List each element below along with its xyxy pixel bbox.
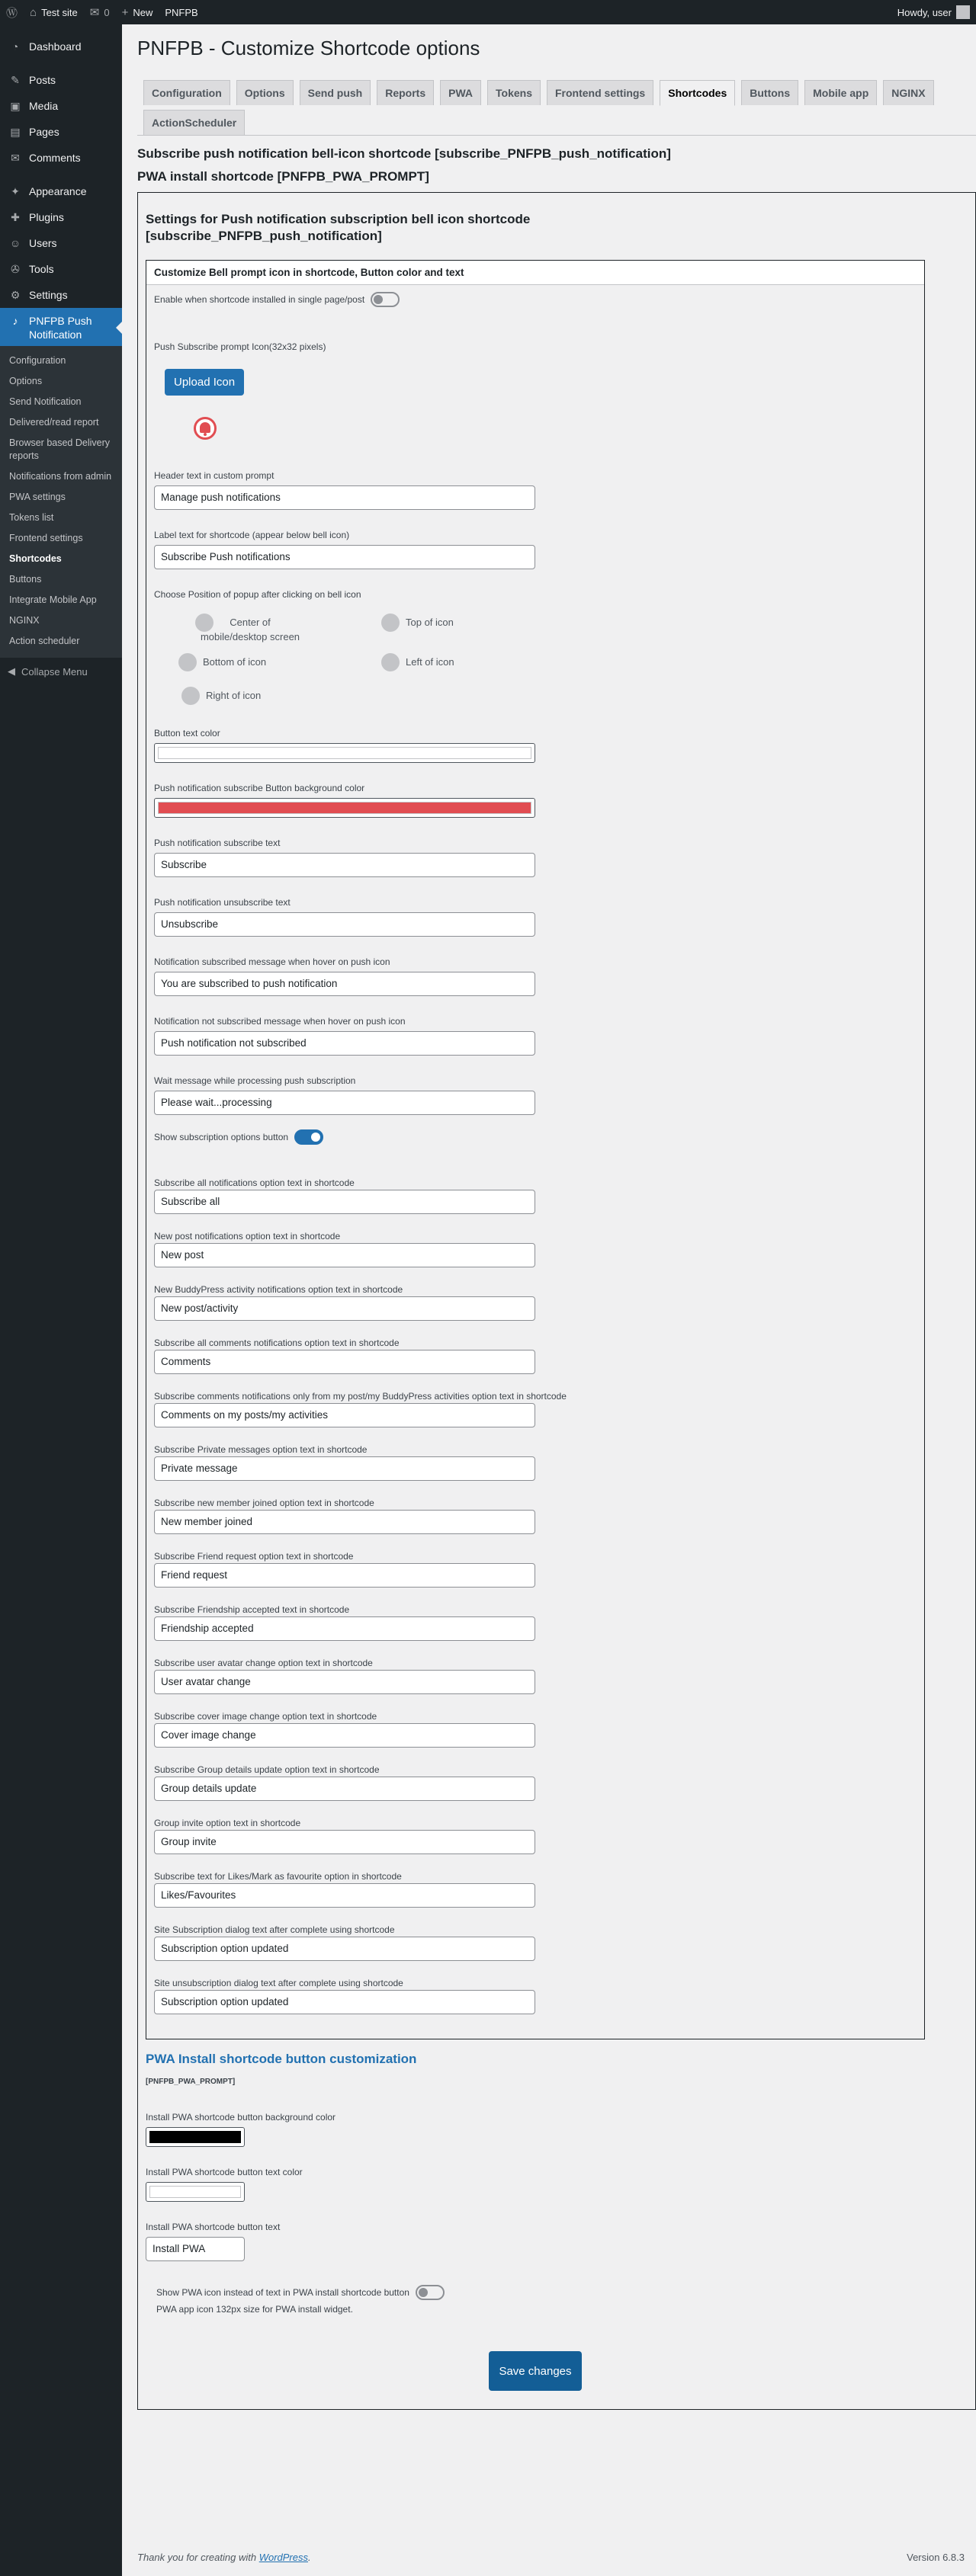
- option-text-input[interactable]: Private message: [154, 1456, 535, 1481]
- main-content: [137, 24, 976, 2410]
- option-label: Subscribe user avatar change option text in shortcode: [154, 1658, 373, 1668]
- option-field: [154, 1338, 917, 1374]
- option-text-input[interactable]: New member joined: [154, 1510, 535, 1534]
- bell-icon-preview: [194, 417, 217, 440]
- option-field: [154, 1444, 917, 1481]
- submenu-item[interactable]: Configuration: [9, 355, 66, 366]
- menu-media[interactable]: ▣ Media: [0, 93, 122, 119]
- upload-icon-button[interactable]: Upload Icon: [165, 369, 244, 396]
- avatar: [956, 5, 970, 19]
- submenu-item-current[interactable]: Shortcodes: [9, 553, 62, 564]
- option-label: Subscribe Friend request option text in shortcode: [154, 1551, 354, 1562]
- pwa-icon-note: PWA app icon 132px size for PWA install widget.: [156, 2304, 353, 2315]
- appearance-icon: ✦: [11, 184, 20, 197]
- settings-tabs: [137, 75, 976, 136]
- btn-text-color-label: Button text color: [154, 728, 220, 739]
- menu-comments[interactable]: ✉ Comments: [0, 145, 122, 171]
- tools-icon: ✇: [11, 262, 20, 275]
- wordpress-link[interactable]: WordPress: [258, 2552, 308, 2563]
- menu-users[interactable]: ☺ Users: [0, 230, 122, 256]
- settings-icon: ⚙: [10, 288, 21, 301]
- menu-settings[interactable]: ⚙ Settings: [0, 282, 122, 308]
- option-field: [154, 1711, 917, 1748]
- radio-dot[interactable]: [381, 653, 400, 671]
- option-label: Group invite option text in shortcode: [154, 1818, 301, 1828]
- option-label: Subscribe new member joined option text in shortcode: [154, 1498, 374, 1508]
- label-text-label: Label text for shortcode (appear below bell icon): [154, 530, 350, 540]
- label-text-input[interactable]: Subscribe Push notifications: [154, 545, 535, 569]
- option-label: Site unsubscription dialog text after complete using shortcode: [154, 1978, 403, 1988]
- option-label: Subscribe all notifications option text in shortcode: [154, 1177, 355, 1188]
- option-label: Subscribe text for Likes/Mark as favourite option in shortcode: [154, 1871, 402, 1882]
- media-icon: ▣: [10, 99, 21, 112]
- unsubscribe-text-label: Push notification unsubscribe text: [154, 897, 291, 908]
- submenu-item[interactable]: Browser based Delivery reports: [9, 437, 110, 461]
- account-menu[interactable]: Howdy, user: [897, 5, 976, 19]
- not-subscribed-msg-label: Notification not subscribed message when hover on push icon: [154, 1016, 406, 1027]
- unsubscribe-text-input[interactable]: Unsubscribe: [154, 912, 535, 937]
- subscribed-msg-input[interactable]: You are subscribed to push notification: [154, 972, 535, 996]
- subscribe-text-input[interactable]: Subscribe: [154, 853, 535, 877]
- radio-dot[interactable]: [381, 614, 400, 632]
- tab-options[interactable]: Options: [236, 80, 294, 105]
- enable-single-label: Enable when shortcode installed in single page/post: [154, 294, 365, 305]
- submenu-item[interactable]: Delivered/read report: [9, 417, 99, 428]
- option-field: [154, 1551, 917, 1588]
- option-field: [154, 1978, 917, 2014]
- option-field: [154, 1818, 917, 1854]
- radio-dot[interactable]: [181, 687, 200, 705]
- pwa-title: PWA Install shortcode button customization: [146, 2052, 417, 2066]
- tab-configuration[interactable]: Configuration: [143, 80, 230, 105]
- option-label: Subscribe cover image change option text in shortcode: [154, 1711, 377, 1722]
- option-label: Subscribe comments notifications only from my post/my BuddyPress activities option text in shortcode: [154, 1391, 567, 1402]
- submenu-item[interactable]: Tokens list: [9, 512, 54, 523]
- color-swatch: [158, 802, 531, 814]
- pwa-icon-toggle-label: Show PWA icon instead of text in PWA install shortcode button: [156, 2287, 409, 2298]
- menu-posts[interactable]: ✎ Posts: [0, 67, 122, 93]
- color-swatch: [149, 2131, 241, 2143]
- option-label: Subscribe Friendship accepted text in shortcode: [154, 1604, 350, 1615]
- users-icon: ☺: [9, 237, 21, 249]
- menu-tools[interactable]: ✇ Tools: [0, 256, 122, 282]
- wait-msg-label: Wait message while processing push subscription: [154, 1075, 356, 1086]
- option-field: [154, 1498, 917, 1534]
- wait-msg-input[interactable]: Please wait...processing: [154, 1091, 535, 1115]
- option-text-input[interactable]: New post/activity: [154, 1296, 535, 1321]
- menu-appearance[interactable]: ✦ Appearance: [0, 178, 122, 204]
- pwa-customization: [146, 2052, 968, 2391]
- save-changes-button[interactable]: Save changes: [489, 2351, 582, 2391]
- submenu-item[interactable]: PWA settings: [9, 492, 66, 502]
- icon-label: Push Subscribe prompt Icon(32x32 pixels): [154, 341, 326, 352]
- tab-buttons[interactable]: Buttons: [741, 80, 798, 105]
- pwa-btn-text-label: Install PWA shortcode button text: [146, 2222, 281, 2232]
- submenu-item[interactable]: Send Notification: [9, 396, 82, 407]
- admin-sidebar: [0, 24, 122, 2576]
- option-text-input[interactable]: Friend request: [154, 1563, 535, 1588]
- pwa-shortcode-heading: PWA install shortcode [PNFPB_PWA_PROMPT]: [137, 169, 429, 184]
- not-subscribed-msg-input[interactable]: Push notification not subscribed: [154, 1031, 535, 1056]
- option-text-input[interactable]: New post: [154, 1243, 535, 1267]
- option-label: Subscribe Private messages option text in shortcode: [154, 1444, 368, 1455]
- option-text-input[interactable]: Likes/Favourites: [154, 1883, 535, 1908]
- radio-dot[interactable]: [178, 653, 197, 671]
- option-text-input[interactable]: Comments: [154, 1350, 535, 1374]
- pnfpb-submenu: [0, 346, 122, 658]
- option-field: [154, 1604, 917, 1641]
- option-text-input[interactable]: Cover image change: [154, 1723, 535, 1748]
- option-text-input[interactable]: Comments on my posts/my activities: [154, 1403, 535, 1427]
- pwa-bg-color-picker[interactable]: [146, 2127, 245, 2147]
- tab-nginx[interactable]: NGINX: [883, 80, 933, 105]
- option-field: [154, 1924, 917, 1961]
- option-field: [154, 1764, 917, 1801]
- settings-title: Settings for Push notification subscription bell icon shortcode [subscribe_PNFPB_push_notification]: [146, 212, 531, 243]
- pwa-text-color-label: Install PWA shortcode button text color: [146, 2167, 303, 2177]
- tab-send-push[interactable]: Send push: [300, 80, 371, 105]
- option-field: [154, 1391, 917, 1427]
- show-options-toggle[interactable]: [294, 1129, 323, 1145]
- option-label: New post notifications option text in shortcode: [154, 1231, 341, 1242]
- option-field: [154, 1871, 917, 1908]
- admin-bar: [0, 0, 976, 24]
- submenu-item[interactable]: Action scheduler: [9, 636, 80, 646]
- wp-version: Version 6.8.3: [907, 2552, 965, 2563]
- pages-icon: ▤: [10, 125, 21, 138]
- settings-panel: [137, 192, 976, 2410]
- option-text-input[interactable]: Friendship accepted: [154, 1616, 535, 1641]
- tab-mobile-app[interactable]: Mobile app: [804, 80, 877, 105]
- comment-icon: ✉: [89, 6, 100, 19]
- submenu-item[interactable]: Buttons: [9, 574, 42, 585]
- option-field: [154, 1284, 917, 1321]
- color-swatch: [158, 747, 531, 759]
- header-text-label: Header text in custom prompt: [154, 470, 274, 481]
- admin-footer: [137, 2552, 965, 2563]
- position-label: Choose Position of popup after clicking on bell icon: [154, 589, 361, 600]
- option-text-input[interactable]: Subscribe all: [154, 1190, 535, 1214]
- subscribed-msg-label: Notification subscribed message when hover on push icon: [154, 956, 390, 967]
- option-field: [154, 1177, 917, 1214]
- position-left-radio[interactable]: Left of icon: [343, 653, 518, 671]
- comments-icon: ✉: [11, 151, 20, 164]
- subscription-options-list: [154, 1177, 917, 2014]
- header-text-input[interactable]: Manage push notifications: [154, 485, 535, 510]
- position-center-radio[interactable]: Center of mobile/desktop screen: [168, 614, 343, 644]
- submenu-item[interactable]: Integrate Mobile App: [9, 594, 97, 605]
- pwa-text-color-picker[interactable]: [146, 2182, 245, 2202]
- footer-thanks: Thank you for creating with WordPress.: [137, 2552, 311, 2563]
- option-text-input[interactable]: Group details update: [154, 1777, 535, 1801]
- option-text-input[interactable]: Group invite: [154, 1830, 535, 1854]
- pwa-bg-label: Install PWA shortcode button background color: [146, 2112, 336, 2123]
- home-icon: ⌂: [30, 5, 37, 19]
- submenu-item[interactable]: NGINX: [9, 615, 40, 626]
- option-label: Subscribe all comments notifications option text in shortcode: [154, 1338, 400, 1348]
- pwa-btn-text-input[interactable]: Install PWA: [146, 2237, 245, 2261]
- btn-bg-color-label: Push notification subscribe Button background color: [154, 783, 365, 793]
- plus-icon: +: [121, 5, 129, 19]
- position-top-radio[interactable]: Top of icon: [343, 614, 518, 644]
- menu-pnfpb-push-notification[interactable]: ♪ PNFPB Push Notification: [0, 308, 122, 346]
- new-content-link[interactable]: + New: [121, 5, 153, 19]
- menu-pages[interactable]: ▤ Pages: [0, 119, 122, 145]
- option-field: [154, 1658, 917, 1694]
- tab-shortcodes[interactable]: Shortcodes: [660, 80, 735, 106]
- submenu-item[interactable]: Frontend settings: [9, 533, 83, 543]
- show-options-label: Show subscription options button: [154, 1132, 289, 1142]
- menu-dashboard[interactable]: ◔ Dashboard: [0, 34, 122, 59]
- option-label: Site Subscription dialog text after complete using shortcode: [154, 1924, 395, 1935]
- option-text-input[interactable]: User avatar change: [154, 1670, 535, 1694]
- tab-frontend-settings[interactable]: Frontend settings: [547, 80, 653, 105]
- tab-reports[interactable]: Reports: [377, 80, 434, 105]
- tab-actionscheduler[interactable]: ActionScheduler: [143, 110, 245, 135]
- option-text-input[interactable]: Subscription option updated: [154, 1990, 535, 2014]
- wordpress-icon: Ⓦ: [6, 6, 18, 20]
- tab-pwa[interactable]: PWA: [440, 80, 481, 105]
- option-label: New BuddyPress activity notifications option text in shortcode: [154, 1284, 403, 1295]
- submenu-item[interactable]: Notifications from admin: [9, 471, 112, 482]
- btn-bg-color-picker[interactable]: [154, 798, 535, 818]
- bell-icon: ♪: [12, 315, 18, 327]
- position-radio-group: [168, 614, 917, 705]
- menu-plugins[interactable]: ✚ Plugins: [0, 204, 122, 230]
- btn-text-color-picker[interactable]: [154, 743, 535, 763]
- collapse-menu-button[interactable]: ◀ Collapse Menu: [8, 665, 88, 678]
- comments-link[interactable]: ✉ 0: [89, 6, 110, 19]
- position-bottom-radio[interactable]: Bottom of icon: [168, 653, 343, 671]
- box-header: Customize Bell prompt icon in shortcode, Button color and text: [146, 261, 924, 285]
- collapse-icon: ◀: [8, 665, 15, 677]
- position-right-radio[interactable]: Right of icon: [168, 687, 343, 705]
- subscribe-text-label: Push notification subscribe text: [154, 838, 281, 848]
- color-swatch: [149, 2186, 241, 2198]
- option-field: [154, 1231, 917, 1267]
- wordpress-logo[interactable]: [0, 0, 24, 24]
- pin-icon: ✎: [11, 73, 20, 86]
- tab-tokens[interactable]: Tokens: [487, 80, 541, 105]
- plugins-icon: ✚: [11, 210, 20, 223]
- pwa-icon-toggle[interactable]: [416, 2285, 445, 2300]
- pwa-shortcode-code: [PNFPB_PWA_PROMPT]: [146, 2078, 236, 2086]
- page-title: PNFPB - Customize Shortcode options: [137, 37, 480, 59]
- dashboard-icon: ◔: [11, 40, 19, 53]
- enable-single-toggle[interactable]: [371, 292, 400, 307]
- bell-shortcode-heading: Subscribe push notification bell-icon shortcode [subscribe_PNFPB_push_notification]: [137, 146, 671, 161]
- plugin-link[interactable]: PNFPB: [165, 6, 198, 18]
- site-name-link[interactable]: ⌂ Test site: [30, 5, 78, 19]
- option-text-input[interactable]: Subscription option updated: [154, 1937, 535, 1961]
- bell-customize-box: [146, 260, 925, 2039]
- submenu-item[interactable]: Options: [9, 376, 43, 386]
- option-label: Subscribe Group details update option text in shortcode: [154, 1764, 380, 1775]
